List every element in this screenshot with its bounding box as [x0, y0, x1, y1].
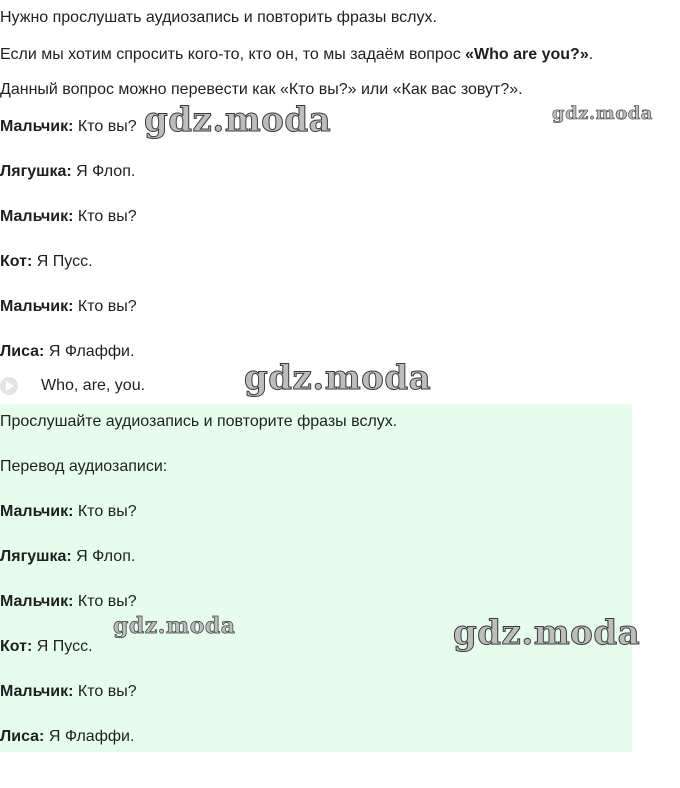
dialogue-line — [0, 342, 134, 362]
dialogue-text: Я Флоп. — [71, 163, 136, 180]
translation-text: Я Пусс. — [32, 638, 93, 655]
watermark: gdz.moda — [113, 613, 236, 639]
translation-line — [0, 547, 135, 567]
translation-text: Я Флаффи. — [44, 728, 135, 745]
speaker-name: Лиса: — [0, 728, 45, 745]
watermark: gdz.moda — [453, 613, 641, 653]
audio-label: Who, are, you. — [41, 377, 146, 394]
dialogue-text: Кто вы? — [73, 118, 137, 135]
speaker-name: Лиса: — [0, 343, 45, 360]
audio-player — [0, 376, 145, 396]
watermark: gdz.moda — [552, 103, 653, 124]
speaker-name: Мальчик: — [0, 208, 74, 225]
speaker-name: Кот: — [0, 253, 33, 270]
dialogue-line — [0, 162, 135, 182]
dialogue-line — [0, 252, 93, 272]
translation-line — [0, 592, 137, 612]
speaker-name: Мальчик: — [0, 503, 74, 520]
watermark: gdz.moda — [244, 358, 432, 398]
answer-instruction: Прослушайте аудиозапись и повторите фразы вслух. — [0, 413, 398, 430]
speaker-name: Мальчик: — [0, 298, 74, 315]
play-icon[interactable] — [0, 377, 18, 395]
intro-translation-note: Данный вопрос можно перевести как «Кто вы?» или «Как вас зовут?». — [0, 81, 523, 98]
translation-text: Кто вы? — [73, 683, 137, 700]
dialogue-line — [0, 207, 137, 227]
dialogue-line — [0, 117, 137, 137]
speaker-name: Лягушка: — [0, 548, 72, 565]
translation-heading: Перевод аудиозаписи: — [0, 458, 168, 475]
intro-instruction: Нужно прослушать аудиозапись и повторить фразы вслух. — [0, 9, 437, 26]
intro-explanation-text: Если мы хотим спросить кого-то, кто он, то мы задаём вопрос — [0, 46, 466, 63]
dialogue-text: Я Пусс. — [32, 253, 93, 270]
dialogue-text: Я Флаффи. — [44, 343, 135, 360]
speaker-name: Мальчик: — [0, 118, 74, 135]
watermark: gdz.moda — [144, 100, 332, 140]
speaker-name: Мальчик: — [0, 593, 74, 610]
translation-line — [0, 727, 134, 747]
speaker-name: Лягушка: — [0, 163, 72, 180]
answer-panel — [0, 404, 632, 752]
translation-line — [0, 502, 137, 522]
dialogue-text: Кто вы? — [73, 208, 137, 225]
translation-line — [0, 637, 93, 657]
speaker-name: Кот: — [0, 638, 33, 655]
translation-text: Кто вы? — [73, 593, 137, 610]
translation-text: Я Флоп. — [71, 548, 136, 565]
dialogue-line — [0, 297, 137, 317]
translation-text: Кто вы? — [73, 503, 137, 520]
speaker-name: Мальчик: — [0, 683, 74, 700]
dialogue-text: Кто вы? — [73, 298, 137, 315]
intro-question-phrase: «Who are you?» — [465, 46, 589, 63]
translation-line — [0, 682, 137, 702]
intro-explanation — [0, 45, 593, 65]
intro-explanation-end: . — [588, 46, 594, 63]
